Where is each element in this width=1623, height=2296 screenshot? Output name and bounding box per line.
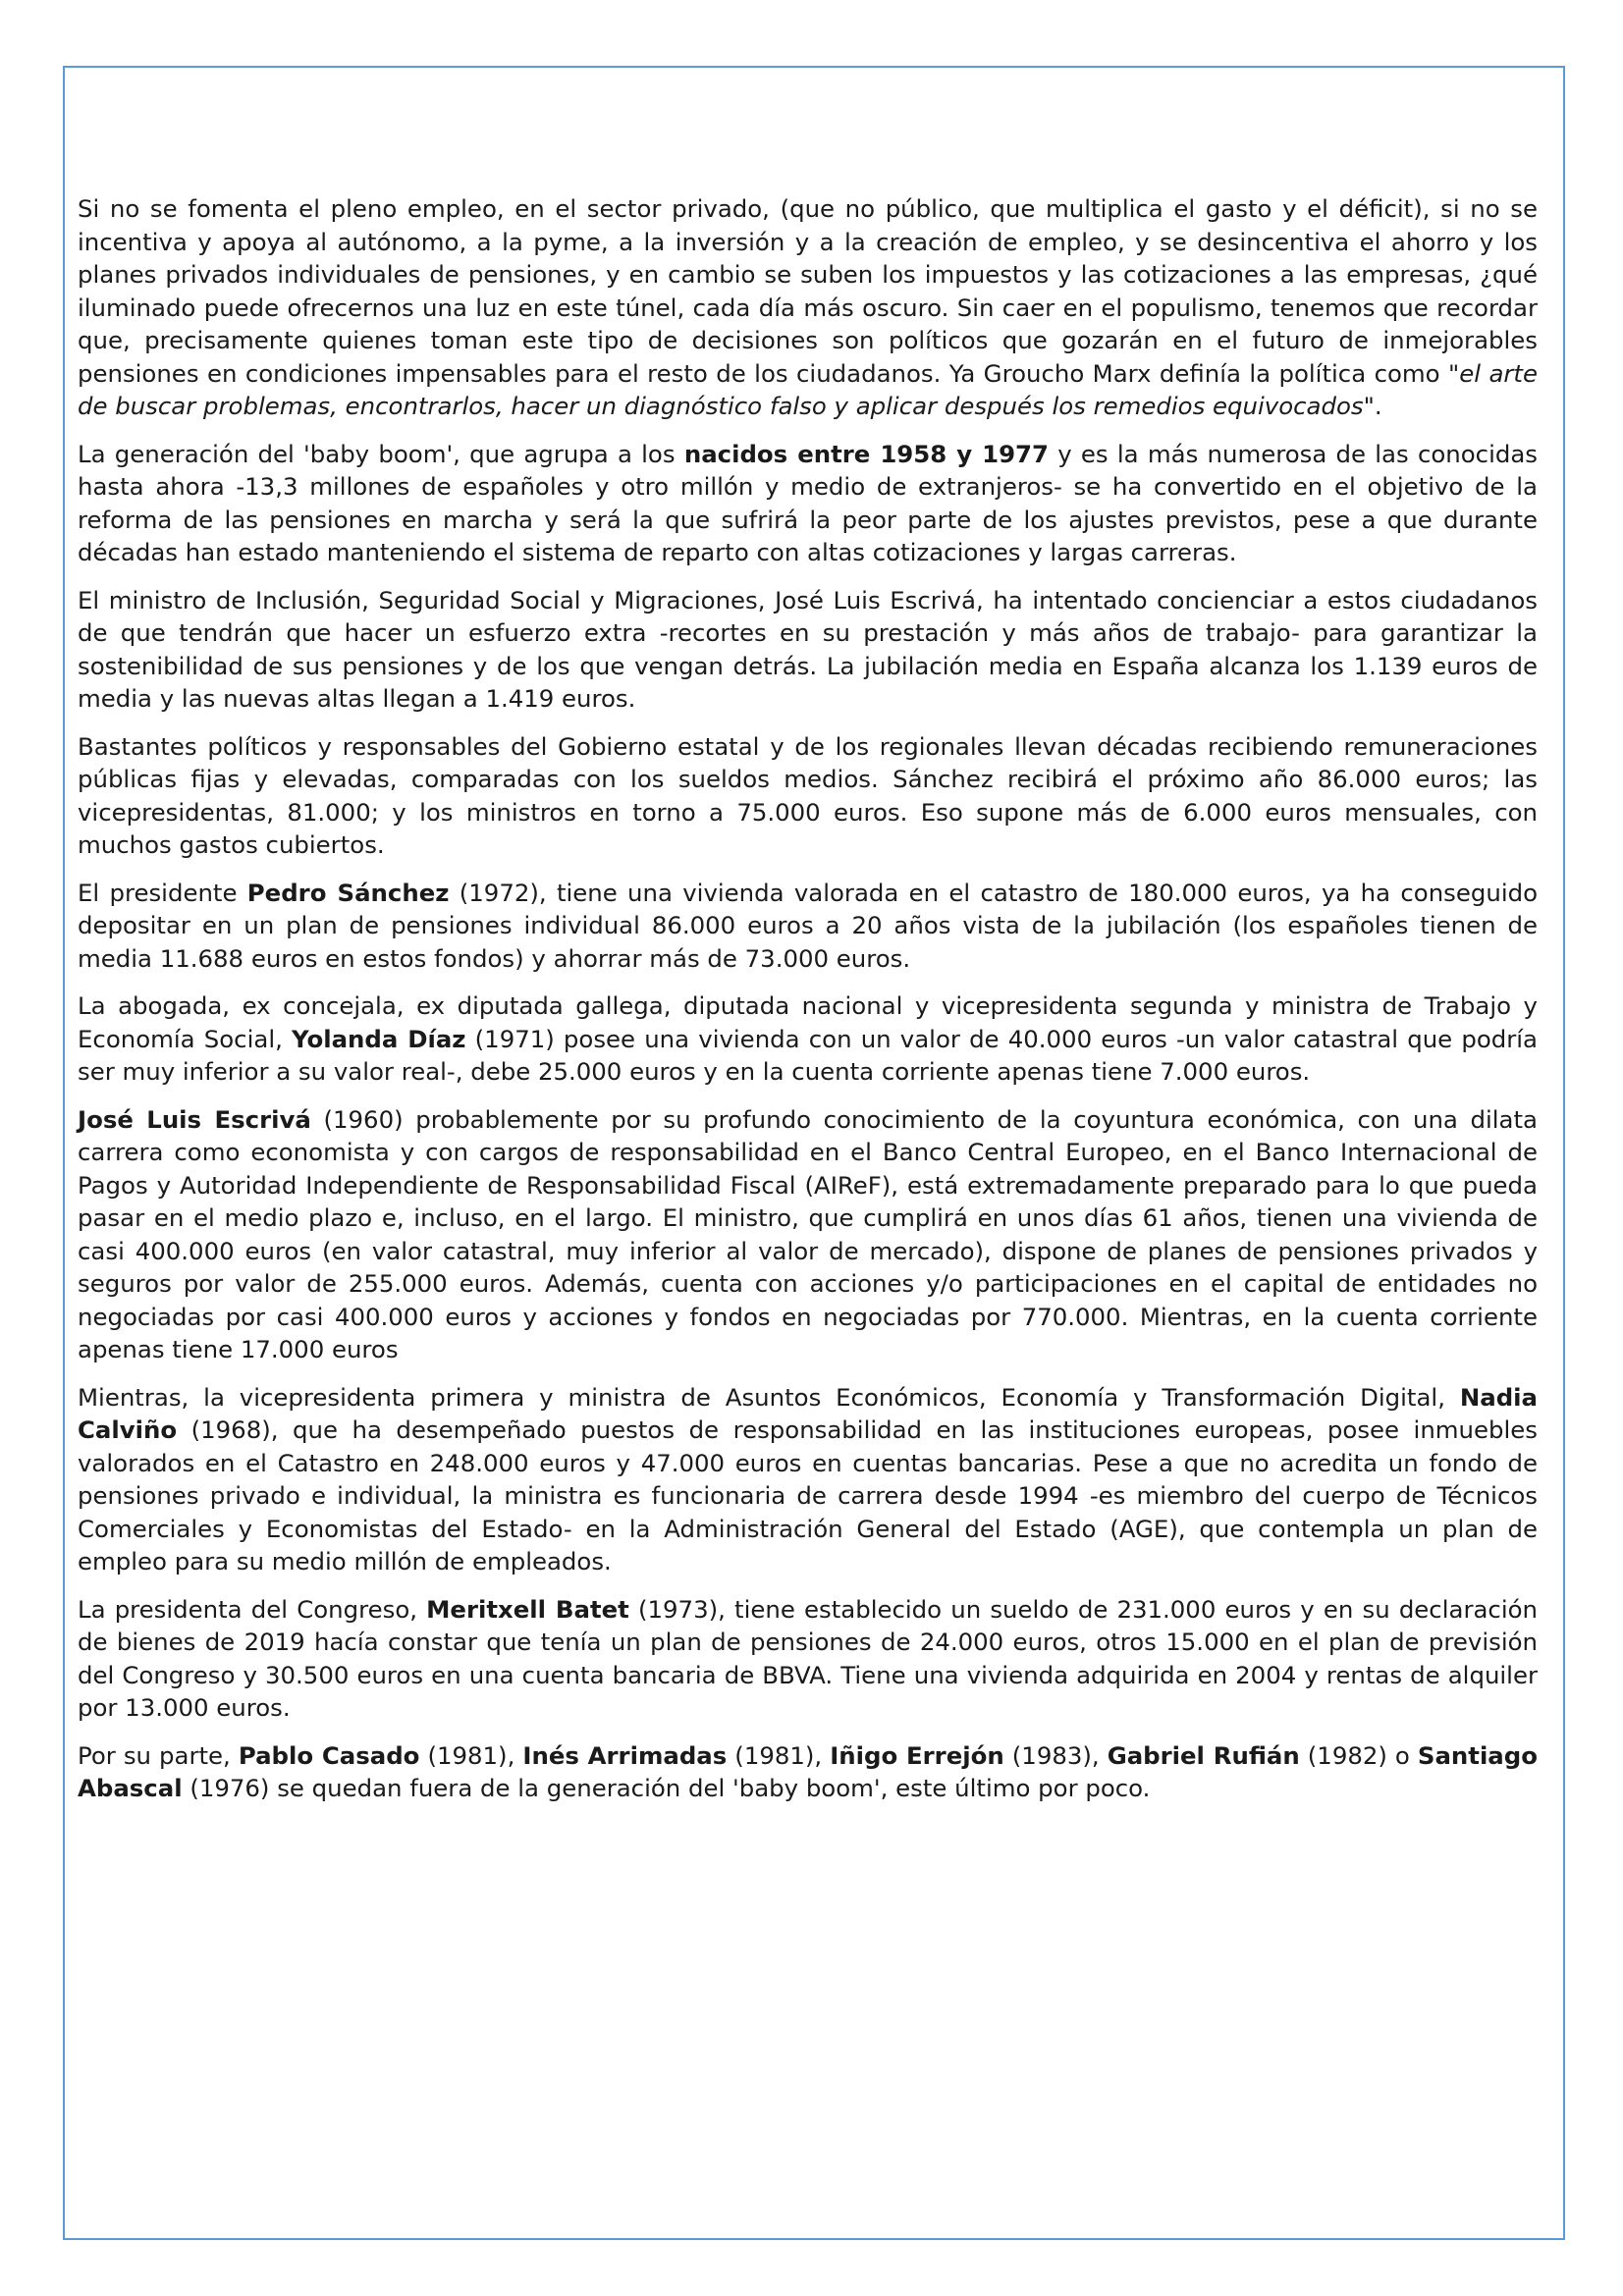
paragraph-text: Mientras, la vicepresidenta primera y ministra de Asuntos Económicos, Economía y Transformación Digital,	[78, 1382, 1460, 1412]
paragraph-text: (1982) o	[1299, 1740, 1418, 1770]
paragraph	[78, 989, 1538, 1089]
bold-text: Iñigo Errejón	[830, 1740, 1004, 1770]
bold-text: nacidos entre 1958 y 1977	[683, 439, 1049, 468]
paragraph	[78, 584, 1538, 716]
paragraph-text: (1971) posee una vivienda con un valor de 40.000 euros -un valor catastral que podría ser muy inferior a su valor real-, debe 25.000 euros y en la cuenta corriente apenas tiene 7.000 euros.	[78, 1024, 1538, 1086]
paragraph-text: (1973), tiene establecido un sueldo de 231.000 euros y en su declaración de bienes de 2019 hacía constar que tenía un plan de pensiones de 24.000 euros, otros 15.000 en el plan de previsión del Congreso y 30.500 euros en una cuenta bancaria de BBVA. Tiene una vivienda adquirida en 2004 y rentas de alquiler por 13.000 euros.	[78, 1594, 1538, 1722]
paragraph	[78, 877, 1538, 976]
bold-text: José Luis Escrivá	[78, 1104, 311, 1134]
paragraph-text: (1968), que ha desempeñado puestos de responsabilidad en las instituciones europeas, posee inmuebles valorados en el Catastro en 248.000 euros y 47.000 euros en cuentas bancarias. Pese a que no acredita un fondo de pensiones privado e individual, la ministra es funcionaria de carrera desde 1994 -es miembro del cuerpo de Técnicos Comerciales y Economistas del Estado- en la Administración General del Estado (AGE), que contempla un plan de empleo para su medio millón de empleados.	[78, 1415, 1538, 1575]
bold-text: Santiago Abascal	[78, 1740, 1538, 1802]
bold-text: Nadia Calviño	[78, 1382, 1538, 1444]
paragraph	[78, 192, 1538, 423]
paragraph-text: Bastantes políticos y responsables del Gobierno estatal y de los regionales llevan décadas recibiendo remuneraciones públicas fijas y elevadas, comparadas con los sueldos medios. Sánchez recibirá el próximo año 86.000 euros; las vicepresidentas, 81.000; y los ministros en torno a 75.000 euros. Eso supone más de 6.000 euros mensuales, con muchos gastos cubiertos.	[78, 731, 1538, 859]
paragraph	[78, 1593, 1538, 1725]
paragraph-text: y es la más numerosa de las conocidas hasta ahora -13,3 millones de españoles y otro millón y medio de extranjeros- se ha convertido en el objetivo de la reforma de las pensiones en marcha y será la que sufrirá la peor parte de los ajustes previstos, pese a que durante décadas han estado manteniendo el sistema de reparto con altas cotizaciones y largas carreras.	[78, 439, 1539, 566]
paragraph-text: La abogada, ex concejala, ex diputada gallega, diputada nacional y vicepresidenta segunda y ministra de Trabajo y Economía Social,	[78, 991, 1538, 1053]
paragraph-text: El presidente	[78, 878, 247, 907]
paragraph	[78, 438, 1538, 569]
paragraph	[78, 1103, 1538, 1366]
paragraph	[78, 1381, 1538, 1578]
bold-text: Yolanda Díaz	[292, 1024, 466, 1053]
bold-text: Pedro Sánchez	[246, 878, 450, 907]
paragraph-text: ".	[1363, 392, 1382, 420]
paragraph-text: Si no se fomenta el pleno empleo, en el sector privado, (que no público, que multiplica el gasto y el déficit), si no se incentiva y apoya al autónomo, a la pyme, a la inversión y a la creación de empleo, y se desincentiva el ahorro y los planes privados individuales de pensiones, y en cambio se suben los impuestos y las cotizaciones a las empresas, ¿qué iluminado puede ofrecernos una luz en este túnel, cada día más oscuro. Sin caer en el populismo, tenemos que recordar que, precisamente quienes toman este tipo de decisiones son políticos que gozarán en el futuro de inmejorables pensiones en condiciones impensables para el resto de los ciudadanos. Ya Groucho Marx definía la política como "	[78, 194, 1538, 388]
document-body	[78, 192, 1538, 1820]
paragraph-text: (1960) probablemente por su profundo conocimiento de la coyuntura económica, con una dilata carrera como economista y con cargos de responsabilidad en el Banco Central Europeo, en el Banco Internacional de Pagos y Autoridad Independiente de Responsabilidad Fiscal (AIReF), está extremadamente preparado para lo que pueda pasar en el medio plazo e, incluso, en el largo. El ministro, que cumplirá en unos días 61 años, tienen una vivienda de casi 400.000 euros (en valor catastral, muy inferior al valor de mercado), dispone de planes de pensiones privados y seguros por valor de 255.000 euros. Además, cuenta con acciones y/o participaciones en el capital de entidades no negociadas por casi 400.000 euros y acciones y fondos en negociadas por 770.000. Mientras, en la cuenta corriente apenas tiene 17.000 euros	[78, 1104, 1538, 1363]
paragraph	[78, 730, 1538, 862]
paragraph-text: La generación del 'baby boom', que agrupa a los	[78, 439, 684, 468]
paragraph-text: Por su parte,	[78, 1740, 239, 1770]
paragraph-text: (1981),	[419, 1740, 523, 1770]
paragraph-text: (1981),	[727, 1740, 831, 1770]
paragraph-text: (1972), tiene una vivienda valorada en el catastro de 180.000 euros, ya ha conseguido depositar en un plan de pensiones individual 86.000 euros a 20 años vista de la jubilación (los españoles tienen de media 11.688 euros en estos fondos) y ahorrar más de 73.000 euros.	[78, 878, 1538, 973]
paragraph-text: (1976) se quedan fuera de la generación del 'baby boom', este último por poco.	[182, 1774, 1151, 1802]
bold-text: Meritxell Batet	[426, 1594, 629, 1624]
bold-text: Gabriel Rufián	[1107, 1740, 1300, 1770]
bold-text: Inés Arrimadas	[522, 1740, 728, 1770]
paragraph-text: (1983),	[1003, 1740, 1108, 1770]
paragraph-text: La presidenta del Congreso,	[78, 1594, 427, 1624]
bold-text: Pablo Casado	[238, 1740, 420, 1770]
paragraph	[78, 1739, 1538, 1805]
italic-quote: el arte de buscar problemas, encontrarlos, hacer un diagnóstico falso y aplicar después los remedios equivocados	[78, 358, 1538, 420]
paragraph-text: El ministro de Inclusión, Seguridad Social y Migraciones, José Luis Escrivá, ha intentado concienciar a estos ciudadanos de que tendrán que hacer un esfuerzo extra -recortes en su prestación y más años de trabajo- para garantizar la sostenibilidad de sus pensiones y de los que vengan detrás. La jubilación media en España alcanza los 1.139 euros de media y las nuevas altas llegan a 1.419 euros.	[78, 585, 1538, 713]
